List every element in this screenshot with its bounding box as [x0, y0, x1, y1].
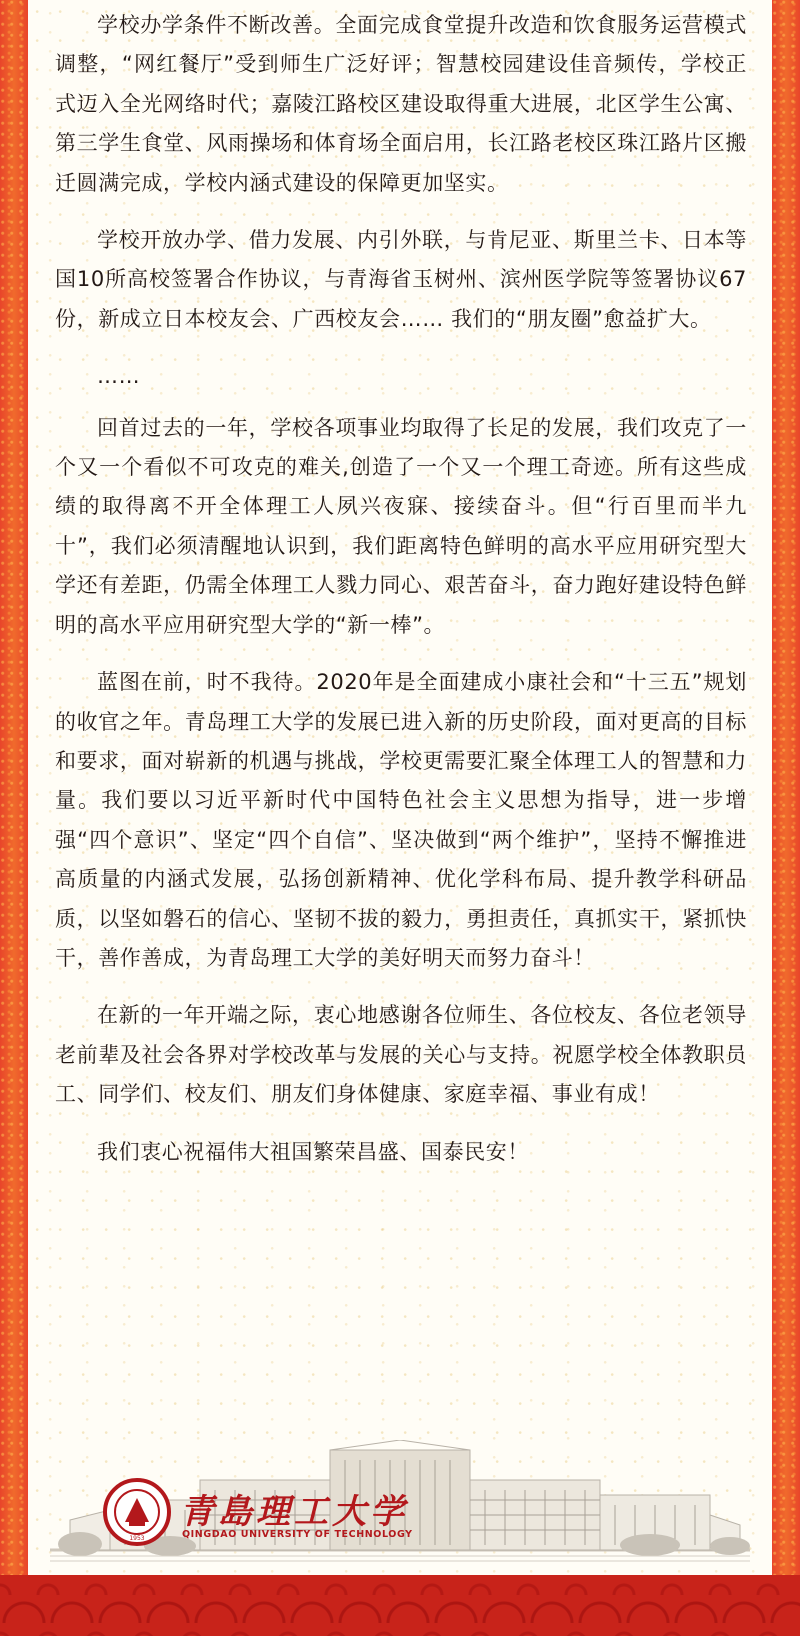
university-seal-logo — [103, 1478, 171, 1546]
paragraph-review: 回首过去的一年，学校各项事业均取得了长足的发展，我们攻克了一个又一个看似不可攻克的难关,创造了一个又一个理工奇迹。所有这些成绩的取得离不开全体理工人夙兴夜寐、接续奋斗。但“行百里而半九十”，我们必须清醒地认识到，我们距离特色鲜明的高水平应用研究型大学还有差距，仍需全体理工人戮力同心、艰苦奋斗，奋力跑好建设特色鲜明的高水平应用研究型大学的“新一棒”。 — [55, 415, 747, 637]
paragraph-open-cooperation: 学校开放办学、借力发展、内引外联，与肯尼亚、斯里兰卡、日本等国10所高校签署合作协议，与青海省玉树州、滨州医学院等签署协议67份，新成立日本校友会、广西校友会…… 我们的“朋友圈”愈益扩大。 — [55, 228, 747, 331]
bottom-decorative-band — [0, 1575, 800, 1636]
right-decorative-border — [772, 0, 800, 1575]
paragraph-thanks: 在新的一年开端之际，衷心地感谢各位师生、各位校友、各位老领导老前辈及社会各界对学校改革与发展的关心与支持。祝愿学校全体教职员工、同学们、校友们、朋友们身体健康、家庭幸福、事业有成！ — [55, 1003, 747, 1107]
left-decorative-border — [0, 0, 28, 1575]
university-name-en: QINGDAO UNIVERSITY OF TECHNOLOGY — [182, 1529, 413, 1540]
letter-body — [55, 6, 747, 1190]
paragraph-blessing: 我们衷心祝福伟大祖国繁荣昌盛、国泰民安！ — [97, 1139, 529, 1164]
paragraph-campus-conditions: 学校办学条件不断改善。全面完成食堂提升改造和饮食服务运营模式调整，“网红餐厅”受到师生广泛好评；智慧校园建设佳音频传，学校正式迈入全光网络时代；嘉陵江路校区建设取得重大进展，北区学生公寓、第三学生食堂、风雨操场和体育场全面启用，长江路老校区珠江路片区搬迁圆满完成，学校内涵式建设的保障更加坚实。 — [55, 13, 747, 195]
paragraph-ellipsis: …… — [97, 364, 141, 389]
university-name-cn: 青島理工大学 — [180, 1492, 408, 1532]
seal-year: 1953 — [129, 1535, 145, 1542]
paragraph-blueprint: 蓝图在前，时不我待。2020年是全面建成小康社会和“十三五”规划的收官之年。青岛理工大学的发展已进入新的历史阶段，面对更高的目标和要求，面对崭新的机遇与挑战，学校更需要汇聚全体理工人的智慧和力量。我们要以习近平新时代中国特色社会主义思想为指导，进一步增强“四个意识”、坚定“四个自信”、坚决做到“两个维护”，坚持不懈推进高质量的内涵式发展，弘扬创新精神、优化学科布局、提升教学科研品质，以坚如磐石的信心、坚韧不拔的毅力，勇担责任，真抓实干，紧抓快干，善作善成，为青岛理工大学的美好明天而努力奋斗！ — [55, 670, 747, 970]
